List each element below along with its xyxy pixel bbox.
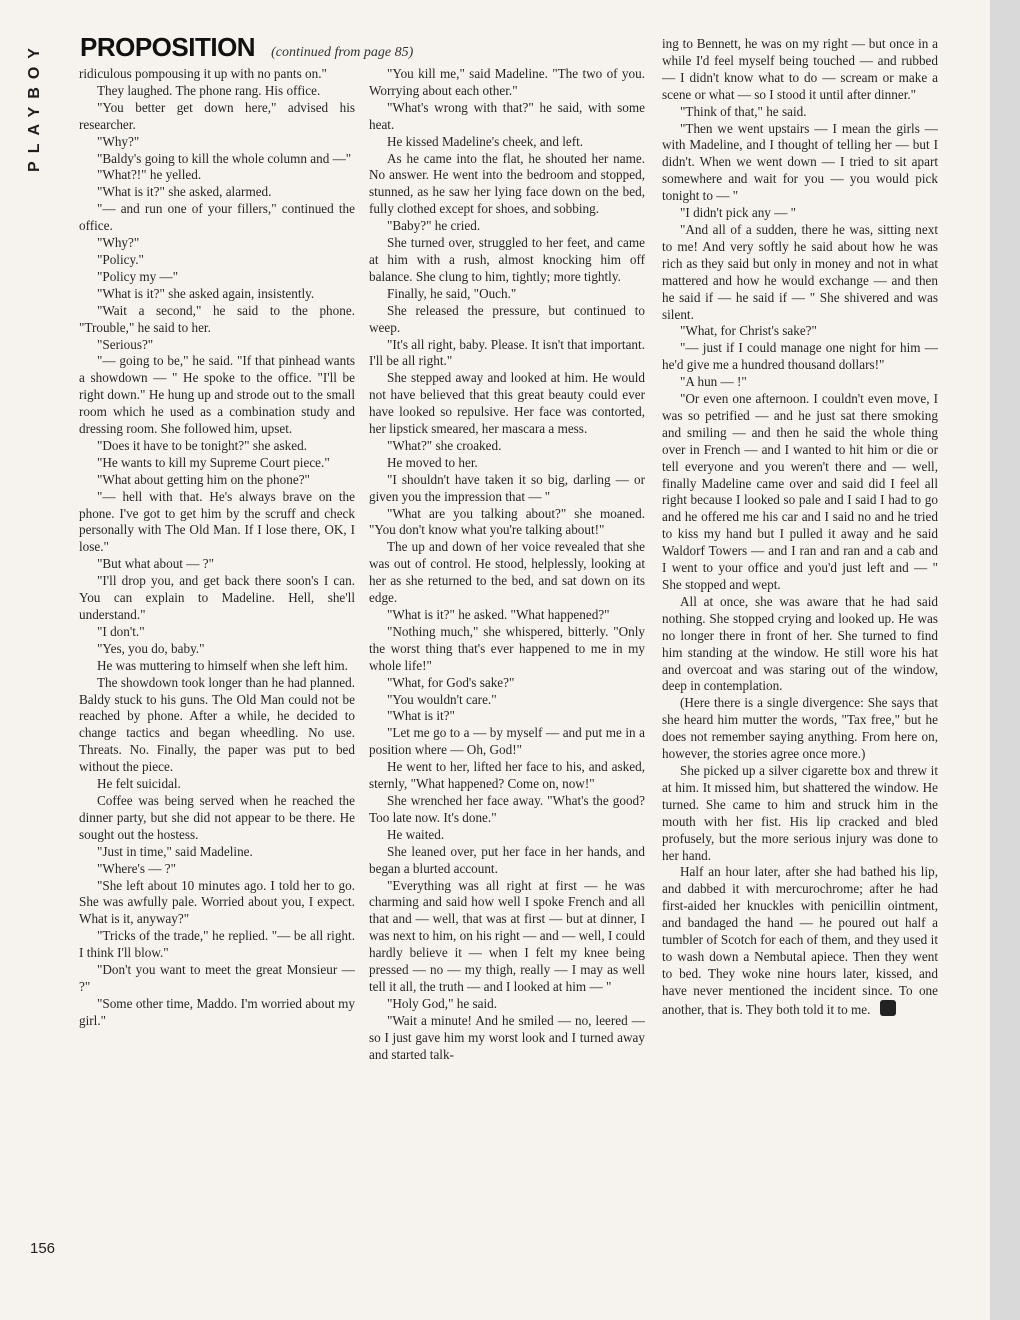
- paragraph: "Or even one afternoon. I couldn't even move, I was so petrified — and he just sat there smoking and smiling — and then he said the whole thing over in French — and I wanted to hit him or die or tell everyone and you weren't there and — well, finally Madeline came over and said did I feel all right because I looked so pale and I said I had to go and he offered me his car and I said no and he tried to kiss my hand but I pulled it away and he said Waldorf Towers — and I ran and ran and a cab and I went to your office and you'd just left and — " She stopped and wept.: [662, 391, 938, 592]
- paragraph: "Policy.": [97, 251, 144, 267]
- paragraph: He waited.: [387, 826, 445, 842]
- paragraph: "What, for Christ's sake?": [680, 323, 817, 339]
- paragraph: "What about getting him on the phone?": [97, 471, 310, 487]
- paragraph: ridiculous pompousing it up with no pants on.": [79, 66, 327, 81]
- paragraph: "She left about 10 minutes ago. I told her to go. She was awfully pale. Worried about you, I expect. What is it, anyway?": [79, 877, 355, 927]
- paragraph: "Let me go to a — by myself — and put me in a position where — Oh, God!": [369, 725, 645, 758]
- paragraph: "— hell with that. He's always brave on the phone. I've got to get him by the scruff and check personally with The Old Man. If I lose there, OK, I lose.": [79, 488, 355, 555]
- paragraph: He went to her, lifted her face to his, and asked, sternly, "What happened? Come on, now!": [369, 759, 645, 792]
- paragraph: "Baby?" he cried.: [387, 218, 481, 234]
- paragraph: "Nothing much," she whispered, bitterly. "Only the worst thing that's ever happened to me in my whole life!": [369, 623, 645, 673]
- paragraph: "Tricks of the trade," he replied. "— be all right. I think I'll blow.": [79, 928, 355, 961]
- paragraph: She leaned over, put her face in her hands, and began a blurted account.: [369, 843, 645, 876]
- paragraph: "I'll drop you, and get back there soon's I can. You can explain to Madeline. Hell, she'll understand.": [79, 573, 355, 622]
- paragraph: "And all of a sudden, there he was, sitting next to me! And very softly he said about how he was rich as they said but only in money and not in what mattered and how he would exchange — and then he said if — he said if — " She shivered and was silent.: [662, 221, 938, 322]
- paragraph: "I didn't pick any — ": [680, 205, 797, 221]
- paragraph: Finally, he said, "Ouch.": [387, 285, 517, 301]
- paragraph: (Here there is a single divergence: She says that she heard him mutter the words, "Tax free," but he does not remember saying anything. From here on, however, the stories agree once more.): [662, 695, 938, 762]
- paragraph: "I shouldn't have taken it so big, darling — or given you the impression that — ": [369, 471, 645, 504]
- paragraph: "But what about — ?": [97, 556, 214, 572]
- paragraph: "— just if I could manage one night for him — he'd give me a hundred thousand dollars!": [662, 340, 938, 373]
- paragraph: Coffee was being served when he reached the dinner party, but she did not appear to be there. He sought out the hostess.: [79, 792, 355, 842]
- paragraph: He felt suicidal.: [97, 776, 181, 792]
- paragraph: "I don't.": [97, 623, 145, 639]
- end-mark-icon: [880, 1000, 896, 1016]
- article-title: PROPOSITION: [80, 32, 256, 62]
- paragraph: The showdown took longer than he had planned. Baldy stuck to his guns. The Old Man could not be reached by phone. After a while, he decided to change tactics and began wheedling. No use. Threats. No. Finally, the paper was put to bed without the piece.: [79, 674, 355, 775]
- paragraph: "Serious?": [97, 336, 154, 352]
- paragraph: "What?" she croaked.: [387, 437, 502, 453]
- paragraph: "What is it?": [387, 708, 455, 724]
- paragraph: "It's all right, baby. Please. It isn't that important. I'll be all right.": [369, 336, 645, 369]
- paragraph: "What?!" he yelled.: [97, 167, 202, 183]
- paragraph: "— and run one of your fillers," continued the office.: [79, 201, 355, 234]
- article-header: [80, 32, 413, 64]
- paragraph: They laughed. The phone rang. His office.: [97, 82, 321, 98]
- paragraph: "Some other time, Maddo. I'm worried about my girl.": [79, 995, 355, 1028]
- paragraph: "Does it have to be tonight?" she asked.: [97, 437, 307, 453]
- paragraph: "What is it?" she asked again, insistently.: [97, 285, 315, 301]
- paragraph: "Baldy's going to kill the whole column and —": [97, 150, 352, 166]
- masthead-text: PLAYBOY: [26, 40, 43, 172]
- paragraph: "What, for God's sake?": [387, 674, 515, 690]
- paragraph: "What is it?" he asked. "What happened?": [387, 607, 610, 622]
- paragraph: He kissed Madeline's cheek, and left.: [387, 133, 584, 149]
- paragraph: All at once, she was aware that he had said nothing. She stopped crying and looked up. He was no longer there in front of her. She turned to find him standing at the window. He still wore his hat and overcoat and was staring out of the window, deep in contemplation.: [662, 593, 938, 694]
- masthead: [26, 36, 50, 176]
- paragraph: She released the pressure, but continued to weep.: [369, 302, 645, 335]
- paragraph: "What's wrong with that?" he said, with some heat.: [369, 99, 645, 132]
- paragraph: She wrenched her face away. "What's the good? Too late now. It's done.": [369, 792, 645, 825]
- paragraph: She stepped away and looked at him. He would not have believed that this great beauty could ever have looked so repulsive. Her face was contorted, her lipstick smeared, her mascara a mess.: [369, 370, 645, 437]
- paragraph: "You wouldn't care.": [387, 691, 497, 707]
- paragraph: "Everything was all right at first — he was charming and said how well I spoke French and all that and — well, that was at first — but at dinner, I was next to him, on his right — and — well, I could hardly believe it — when I felt my knee being pressed — no — my thigh, really — I may as well tell it all, the truth — and I looked at him — ": [369, 877, 645, 994]
- paragraph: "Just in time," said Madeline.: [97, 843, 253, 859]
- paragraph: She turned over, struggled to her feet, and came at him with a rush, almost knocking him off balance. She clung to him, tightly; more tightly.: [369, 235, 645, 284]
- paragraph: He was muttering to himself when she left him.: [97, 657, 348, 673]
- paragraph: "Why?": [97, 235, 140, 251]
- continued-note: (continued from page 85): [271, 45, 414, 60]
- paragraph: "Holy God," he said.: [387, 995, 498, 1011]
- paragraph: The up and down of her voice revealed that she was out of control. He stood, helplessly, looking at her as she returned to the bed, and sat down on its edge.: [369, 539, 645, 606]
- paragraph: Half an hour later, after she had bathed his lip, and dabbed it with mercurochrome; after he had first-aided her knuckles with penicillin ointment, and bandaged the hand — he poured out half a tumbler of Scotch for each of them, and they used it to wash down a Nembutal apiece. Then they went to bed. They woke nine hours later, kissed, and have never mentioned the incident since. To one another, that is. They both told it to me.: [662, 864, 938, 1017]
- paragraph: "What are you talking about?" she moaned. "You don't know what you're talking about!": [369, 505, 645, 538]
- text-column-3: [662, 36, 938, 1019]
- paragraph: As he came into the flat, he shouted her name. No answer. He went into the bedroom and stopped, stunned, as he saw her lying face down on the bed, fully clothed except for shoes, and sobbing.: [369, 150, 645, 217]
- paragraph: "Wait a second," he said to the phone. "Trouble," he said to her.: [79, 302, 355, 335]
- paragraph: "Why?": [97, 133, 140, 149]
- paragraph: "Don't you want to meet the great Monsieur — ?": [79, 962, 355, 994]
- paragraph: "What is it?" she asked, alarmed.: [97, 184, 272, 200]
- paragraph: "You kill me," said Madeline. "The two of you. Worrying about each other.": [369, 66, 645, 98]
- page-number: 156: [30, 1240, 56, 1257]
- paragraph: "Policy my —": [97, 268, 179, 284]
- paragraph: ing to Bennett, he was on my right — but once in a while I'd feel myself being touched — and rubbed — I didn't know what to do — scream or make a scene or what — so I stood it until after dinner.": [662, 36, 938, 102]
- paragraph: "— going to be," he said. "If that pinhead wants a showdown — " He spoke to the office. "I'll be right down." He hung up and strode out to the small room which he used as a combination study and dressing room. She followed him, upset.: [79, 353, 355, 437]
- text-column-1: [79, 66, 355, 1030]
- paragraph: "Then we went upstairs — I mean the girls — with Madeline, and I thought of telling her — but I didn't. When we went down — I tried to sit apart somewhere and wait for you — you would pick tonight to — ": [662, 120, 938, 204]
- paragraph: "He wants to kill my Supreme Court piece.": [97, 454, 330, 470]
- paragraph: "Yes, you do, baby.": [97, 640, 205, 656]
- paragraph: She picked up a silver cigarette box and threw it at him. It missed him, but shattered the window. He turned. She came to him and struck him in the mouth with her fist. His lip cracked and bled profusely, but the more serious injury was done to her hand.: [662, 762, 938, 863]
- text-column-2: [369, 66, 645, 1063]
- paragraph: "Think of that," he said.: [680, 103, 807, 119]
- paragraph: "A hun — !": [680, 374, 747, 390]
- paragraph: "Wait a minute! And he smiled — no, leered — so I just gave him my worst look and I turned away and started talk-: [369, 1012, 645, 1062]
- paragraph: He moved to her.: [387, 454, 478, 470]
- paragraph: "You better get down here," advised his researcher.: [79, 99, 355, 132]
- paragraph: "Where's — ?": [97, 860, 177, 876]
